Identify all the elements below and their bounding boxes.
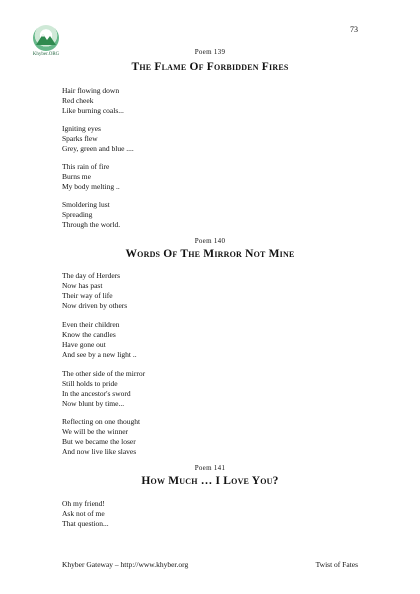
poem-line: Igniting eyes [62, 124, 101, 133]
logo-text: Khyber.ORG [32, 52, 60, 57]
poem-line: But we became the loser [62, 437, 136, 446]
poem-line: Know the candles [62, 330, 116, 339]
poem-139-stanza-1 [62, 86, 124, 116]
poem-139-label: Poem 139 [194, 48, 226, 56]
poem-139-stanza-2 [62, 124, 134, 154]
poem-line: Red cheek [62, 96, 94, 105]
poem-139-stanza-3 [62, 162, 120, 192]
poem-line: Now has past [62, 281, 103, 290]
poem-140-label: Poem 140 [194, 237, 226, 245]
poem-line: Reflecting on one thought [62, 417, 141, 426]
poem-140-stanza-4 [62, 417, 140, 457]
poem-line: This rain of fire [62, 162, 110, 171]
poem-line: Have gone out [62, 340, 106, 349]
poem-line: Their way of life [62, 291, 113, 300]
poem-139-stanza-4 [62, 200, 120, 230]
poem-line: And now live like slaves [62, 447, 137, 456]
poem-139-title: The Flame Of Forbidden Fires [131, 61, 289, 73]
poem-141-label: Poem 141 [194, 464, 226, 472]
poem-line: Now blunt by time... [62, 399, 125, 408]
poem-line: Grey, green and blue .... [62, 144, 134, 153]
poem-line: Sparks flew [62, 134, 98, 143]
poem-line: That question... [62, 519, 109, 528]
poem-line: The other side of the mirror [62, 369, 146, 378]
poem-line: Oh my friend! [62, 499, 105, 508]
poem-140-stanza-3 [62, 369, 145, 409]
poem-140-stanza-2 [62, 320, 137, 360]
poem-line: Now driven by others [62, 301, 128, 310]
footer-book-title: Twist of Fates [315, 560, 358, 569]
poem-line: In the ancestor's sword [62, 389, 131, 398]
poem-line: Hair flowing down [62, 86, 120, 95]
poem-line: And see by a new light .. [62, 350, 137, 359]
poem-line: My body melting .. [62, 182, 120, 191]
poem-line: Through the world. [62, 220, 121, 229]
poem-141-stanza-1 [62, 499, 109, 529]
page-number: 73 [350, 25, 358, 34]
poem-line: We will be the winner [62, 427, 129, 436]
poem-line: The day of Herders [62, 271, 121, 280]
poem-line: Spreading [62, 210, 93, 219]
poem-140-stanza-1 [62, 271, 127, 311]
poem-line: Burns me [62, 172, 91, 181]
poem-line: Like burning coals... [62, 106, 124, 115]
footer-link[interactable]: Khyber Gateway – http://www.khyber.org [62, 560, 189, 569]
poem-141-title: How Much … I Love You? [141, 475, 279, 487]
poem-line: Still holds to pride [62, 379, 118, 388]
poem-line: Even their children [62, 320, 120, 329]
poem-140-title: Words Of The Mirror Not Mine [125, 248, 295, 260]
poem-line: Ask not of me [62, 509, 105, 518]
page-footer [62, 560, 358, 569]
poem-line: Smoldering lust [62, 200, 110, 209]
